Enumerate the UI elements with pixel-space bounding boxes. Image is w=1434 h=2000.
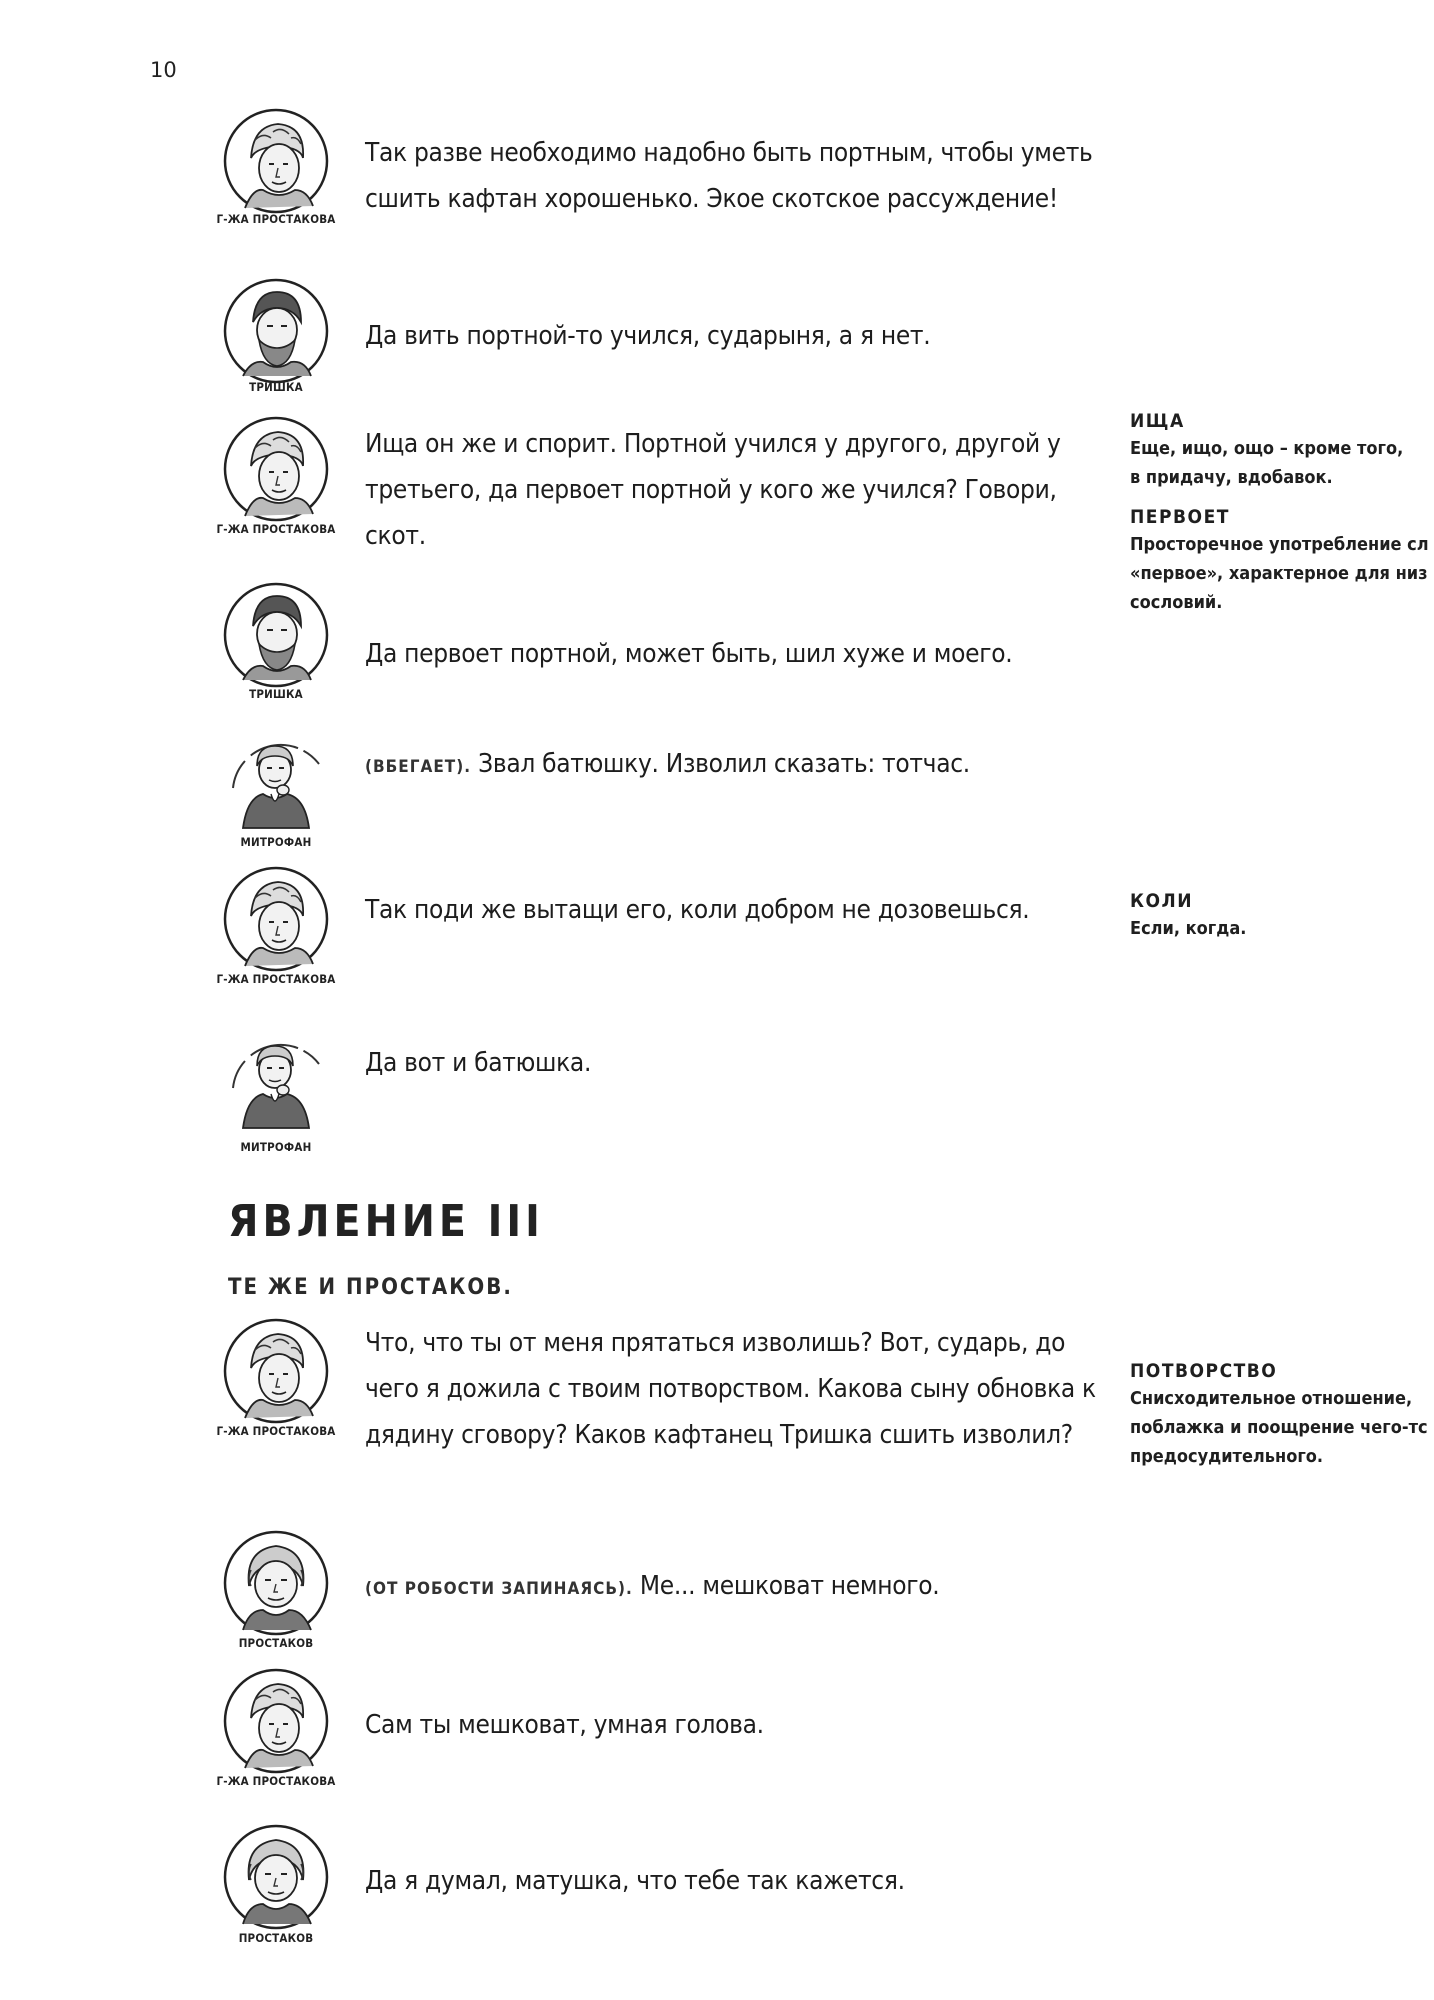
dialogue-line: Да я думал, матушка, что тебе так кажется.	[365, 1866, 905, 1896]
glossary-definition: предосудительного.	[1130, 1446, 1324, 1467]
glossary-definition: поблажка и поощрение чего-тс	[1130, 1417, 1428, 1438]
dialogue-line: Да вить портной-то учился, сударыня, а я нет.	[365, 321, 931, 351]
prostakov-portrait-icon	[223, 1530, 329, 1636]
dialogue-line: Ища он же и спорит. Портной учился у другого, другой у третьего, да первоет портной у кого же учился? Говори, скот.	[365, 429, 1061, 551]
trishka-portrait-icon	[223, 582, 329, 688]
speaker-label: ТРИШКА	[249, 687, 303, 701]
prostakova-portrait-icon	[223, 416, 329, 522]
glossary-definition: Снисходительное отношение,	[1130, 1388, 1413, 1409]
glossary-definition: в придачу, вдобавок.	[1130, 467, 1333, 488]
mitrofan-portrait-icon	[223, 728, 329, 834]
prostakova-portrait-icon	[223, 1668, 329, 1774]
glossary-definition: Если, когда.	[1130, 918, 1247, 939]
trishka-portrait-icon	[223, 278, 329, 384]
glossary-entry	[1130, 888, 1434, 943]
glossary-term: ПОТВОРСТВО	[1130, 1360, 1278, 1382]
dialogue-line: Что, что ты от меня прятаться изволишь? Вот, сударь, до чего я дожила с твоим потворством. Какова сыну обновка к дядину сговору? Каков кафтанец Тришка сшить изволил?	[365, 1328, 1096, 1450]
glossary-definition: сословий.	[1130, 592, 1223, 613]
prostakova-portrait-icon	[223, 1318, 329, 1424]
scene-subtitle: ТЕ ЖЕ И ПРОСТАКОВ.	[228, 1275, 513, 1300]
speaker-label: МИТРОФАН	[240, 835, 312, 849]
dialogue-line: Да первоет портной, может быть, шил хуже и моего.	[365, 639, 1013, 669]
glossary-term: КОЛИ	[1130, 890, 1193, 912]
glossary-definition: Еще, ищо, ощо – кроме того,	[1130, 438, 1404, 459]
mitrofan-portrait-icon	[223, 1028, 329, 1134]
dialogue-text: Звал батюшку. Изволил сказать: тотчас.	[478, 749, 970, 779]
dialogue-line: Так разве необходимо надобно быть портным, чтобы уметь сшить кафтан хорошенько. Экое скотское рассуждение!	[365, 138, 1093, 214]
speaker-label: Г-ЖА ПРОСТАКОВА	[216, 522, 336, 536]
glossary-definition: Просторечное употребление сл	[1130, 534, 1429, 555]
speaker-label: ТРИШКА	[249, 380, 303, 394]
glossary-entry	[1130, 1358, 1434, 1471]
speaker-label: ПРОСТАКОВ	[238, 1931, 314, 1945]
prostakova-portrait-icon	[223, 866, 329, 972]
dialogue-line: Так поди же вытащи его, коли добром не дозовешься.	[365, 895, 1030, 925]
speaker-label: ПРОСТАКОВ	[238, 1636, 314, 1650]
stage-remark: (ВБЕГАЕТ).	[365, 757, 472, 777]
scene-title: ЯВЛЕНИЕ III	[228, 1196, 544, 1247]
stage-remark: (ОТ РОБОСТИ ЗАПИНАЯСЬ).	[365, 1579, 633, 1599]
prostakova-portrait-icon	[223, 108, 329, 214]
dialogue-line	[365, 1563, 1105, 1612]
page-number: 10	[150, 58, 177, 82]
glossary-term: ПЕРВОЕТ	[1130, 506, 1230, 528]
speaker-label: Г-ЖА ПРОСТАКОВА	[216, 212, 336, 226]
prostakov-portrait-icon	[223, 1824, 329, 1930]
dialogue-line: Сам ты мешковат, умная голова.	[365, 1710, 764, 1740]
glossary-definition: «первое», характерное для низ	[1130, 563, 1428, 584]
speaker-label: Г-ЖА ПРОСТАКОВА	[216, 1424, 336, 1438]
speaker-label: Г-ЖА ПРОСТАКОВА	[216, 1774, 336, 1788]
glossary-entry	[1130, 504, 1434, 617]
dialogue-text: Ме... мешковат немного.	[639, 1571, 940, 1601]
glossary-term: ИЩА	[1130, 410, 1185, 432]
glossary-entry	[1130, 408, 1434, 492]
speaker-label: Г-ЖА ПРОСТАКОВА	[216, 972, 336, 986]
dialogue-line	[365, 741, 1105, 790]
dialogue-line: Да вот и батюшка.	[365, 1048, 592, 1078]
speaker-label: МИТРОФАН	[240, 1140, 312, 1154]
